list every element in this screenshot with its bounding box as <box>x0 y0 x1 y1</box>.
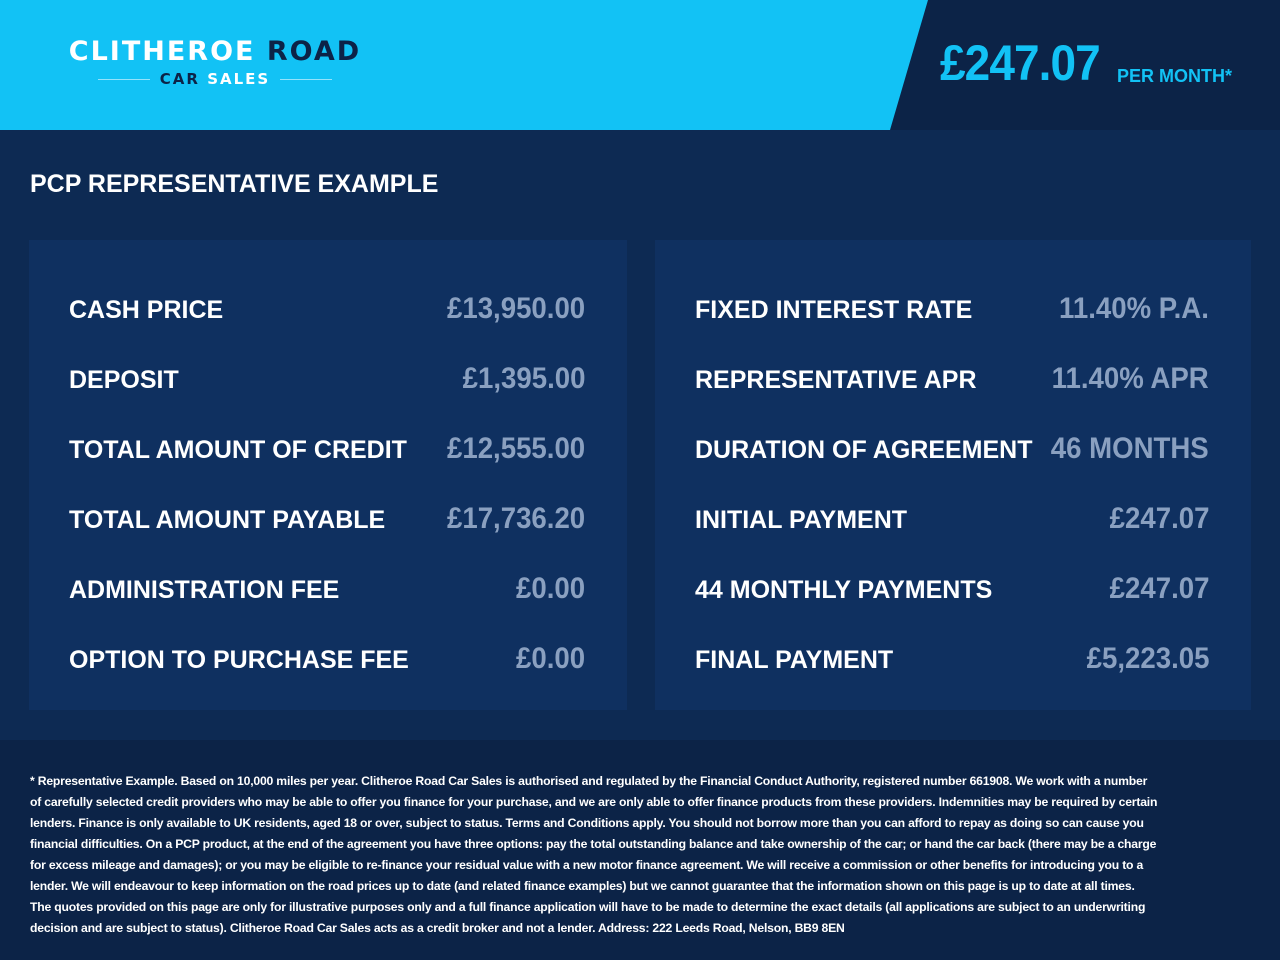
row-value: £13,950.00 <box>446 292 585 325</box>
row-value: 46 MONTHS <box>1051 432 1209 465</box>
header <box>0 0 1280 130</box>
finance-row <box>69 568 585 608</box>
footer <box>0 740 1280 960</box>
row-value: £0.00 <box>515 642 585 675</box>
row-value: 11.40% P.A. <box>1059 292 1209 325</box>
row-value: 11.40% APR <box>1051 362 1209 395</box>
monthly-price: £247.07 <box>940 35 1100 91</box>
row-label: ADMINISTRATION FEE <box>69 576 340 604</box>
row-label: INITIAL PAYMENT <box>695 506 908 534</box>
finance-row <box>695 358 1209 398</box>
finance-row <box>69 638 585 678</box>
dealer-logo[interactable] <box>50 36 380 88</box>
finance-row <box>69 428 585 468</box>
row-label: FIXED INTEREST RATE <box>695 296 973 324</box>
row-label: DEPOSIT <box>69 366 179 394</box>
row-value: £0.00 <box>515 572 585 605</box>
finance-row <box>695 638 1209 678</box>
row-value: £247.07 <box>1109 502 1209 535</box>
finance-panel-right <box>655 240 1251 710</box>
logo-main-text <box>50 36 380 68</box>
logo-subtitle <box>50 70 380 88</box>
row-value: £5,223.05 <box>1086 642 1209 675</box>
finance-row <box>695 288 1209 328</box>
row-label: CASH PRICE <box>69 296 224 324</box>
finance-panel-left <box>29 240 627 710</box>
logo-word-2: ROAD <box>266 36 362 67</box>
disclaimer-text: * Representative Example. Based on 10,000 miles per year. Clitheroe Road Car Sales is authorised and regulated by the Financial Conduct Authority, registered number 661908. We work with a number of carefully selected credit providers who may be able to offer you finance for your purchase, and we are only able to offer finance products from these providers. Indemnities may be required by certain lenders. Finance is only available to UK residents, aged 18 or over, subject to status. Terms and Conditions apply. You should not borrow more than you can afford to repay as doing so can cause you financial difficulties. On a PCP product, at the end of the agreement you have three options: pay the total outstanding balance and take ownership of the car; or hand the car back (there may be a charge for excess mileage and damages); or you may be eligible to re-finance your residual value with a new motor finance agreement. We will receive a commission or other benefits for introducing you to a lender. We will endeavour to keep information on the road prices up to date (and related finance examples) but we cannot guarantee that the information shown on this page is up to date at all times. The quotes provided on this page are only for illustrative purposes only and a full finance application will have to be made to determine the exact details (all applications are subject to an underwriting decision and are subject to status). Clitheroe Road Car Sales acts as a credit broker and not a lender. Address: 222 Leeds Road, Nelson, BB9 8EN <box>30 774 1158 935</box>
row-value: £17,736.20 <box>446 502 585 535</box>
row-label: TOTAL AMOUNT OF CREDIT <box>69 436 407 464</box>
row-label: REPRESENTATIVE APR <box>695 366 977 394</box>
finance-row <box>69 498 585 538</box>
finance-row <box>69 358 585 398</box>
logo-divider-right <box>280 79 332 80</box>
section-title: PCP REPRESENTATIVE EXAMPLE <box>30 170 439 198</box>
logo-word-1: CLITHEROE <box>68 36 256 67</box>
logo-sub-text <box>160 70 270 88</box>
logo-divider-left <box>98 79 150 80</box>
row-label: FINAL PAYMENT <box>695 646 894 674</box>
row-label: OPTION TO PURCHASE FEE <box>69 646 409 674</box>
finance-row <box>695 498 1209 538</box>
row-value: £12,555.00 <box>446 432 585 465</box>
row-value: £1,395.00 <box>462 362 585 395</box>
row-label: 44 MONTHLY PAYMENTS <box>695 576 993 604</box>
finance-row <box>695 568 1209 608</box>
finance-row <box>695 428 1209 468</box>
finance-row <box>69 288 585 328</box>
row-label: DURATION OF AGREEMENT <box>695 436 1033 464</box>
logo-sub-word-1: CAR <box>159 70 200 88</box>
logo-sub-word-2: SALES <box>207 70 271 88</box>
row-label: TOTAL AMOUNT PAYABLE <box>69 506 386 534</box>
row-value: £247.07 <box>1109 572 1209 605</box>
per-month-label: PER MONTH* <box>1117 66 1233 86</box>
